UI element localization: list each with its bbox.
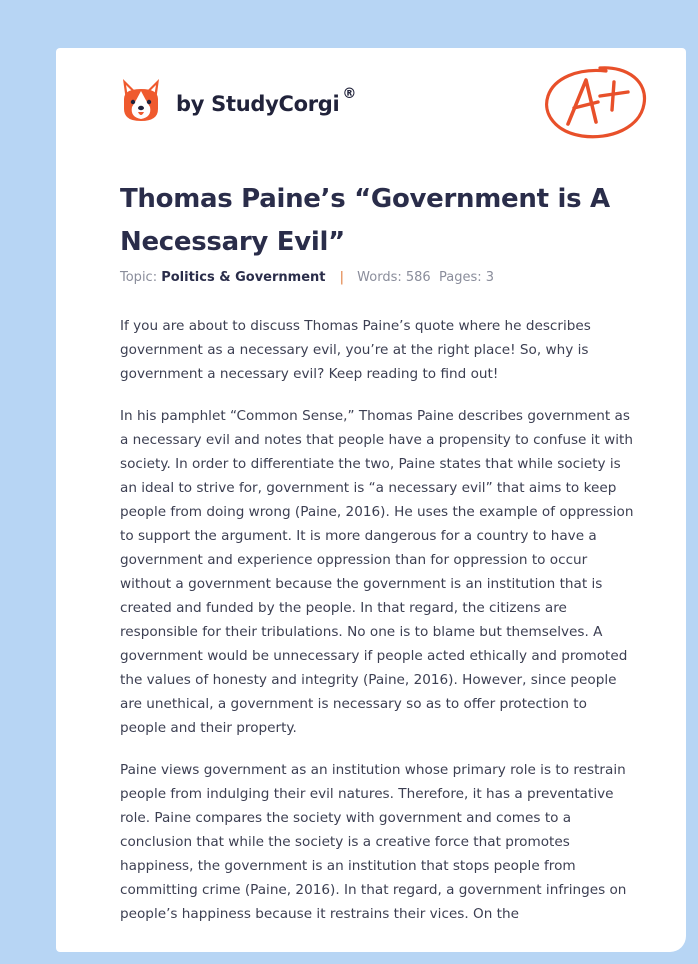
brand-logo[interactable]: [120, 76, 356, 124]
corgi-logo-icon: [120, 77, 162, 123]
document-meta: [120, 270, 494, 285]
a-plus-grade-icon: [540, 62, 650, 144]
brand-name: by StudyCorgi: [176, 92, 340, 116]
registered-mark: ®: [342, 86, 357, 102]
document-page: [56, 48, 686, 952]
meta-separator: |: [339, 270, 345, 285]
words-count: 586: [405, 270, 431, 285]
topic-label: Topic:: [120, 270, 158, 285]
pages-count: 3: [485, 270, 495, 285]
pages-label: Pages:: [438, 270, 482, 285]
topic-link[interactable]: Politics & Government: [161, 270, 326, 285]
paragraph: Paine views government as an institution whose primary role is to restrain people from indulging their evil natures. Therefore, it has a preventative role. Paine compares the society with government and comes to a conclusion that while the society is a creative force that promotes happiness, the government is an institution that stops people from committing crime (Paine, 2016). In that regard, a government infringes on people’s happiness because it restrains their vices. On the: [120, 762, 627, 922]
document-title: Thomas Paine’s “Government is A Necessary Evil”: [120, 184, 610, 257]
document-body: [120, 314, 636, 944]
paragraph: In his pamphlet “Common Sense,” Thomas Paine describes government as a necessary evil and notes that people have a propensity to confuse it with society. In order to differentiate the two, Paine states that while society is an ideal to strive for, government is “a necessary evil” that aims to keep people from doing wrong (Paine, 2016). He uses the example of oppression to support the argument. It is more dangerous for a country to have a government and experience oppression than for oppression to occur without a government because the government is an institution that is created and funded by the people. In that regard, the citizens are responsible for their tribulations. No one is to blame but themselves. A government would be unnecessary if people acted ethically and promoted the values of honesty and integrity (Paine, 2016). However, since people are unethical, a government is necessary so as to offer protection to people and their property.: [120, 408, 634, 736]
page-header: [120, 74, 640, 154]
words-label: Words:: [357, 270, 402, 285]
paragraph: If you are about to discuss Thomas Paine’s quote where he describes government as a necessary evil, you’re at the right place! So, why is government a necessary evil? Keep reading to find out!: [120, 318, 591, 382]
